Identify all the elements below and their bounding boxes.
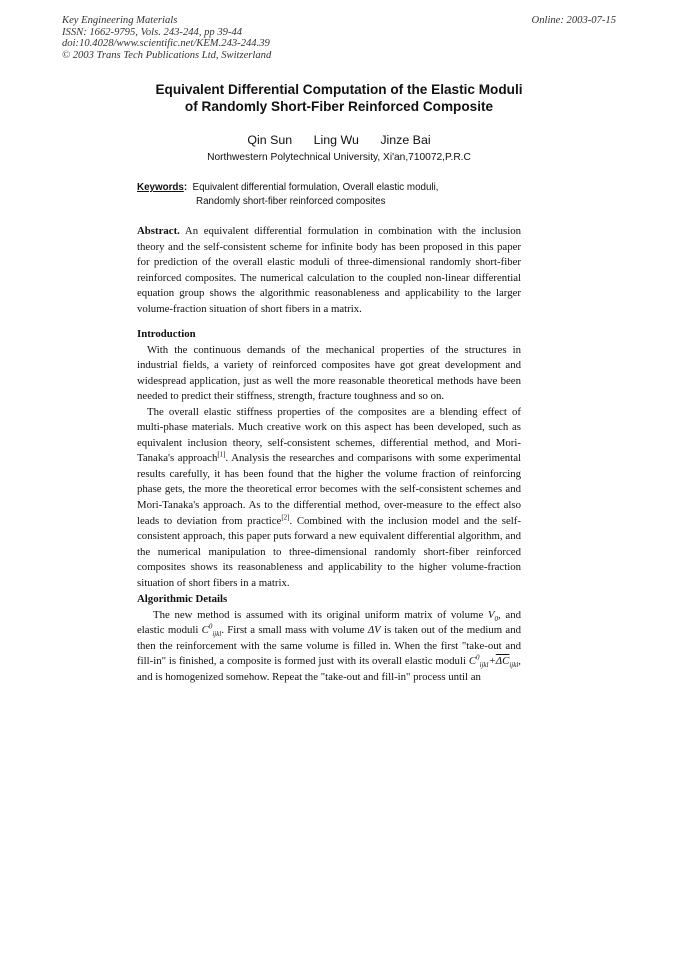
doi-line: doi:10.4028/www.scientific.net/KEM.243-244.39: [62, 38, 270, 50]
keywords-block: [137, 181, 439, 209]
volume-symbol: $V_0$: [487, 608, 499, 623]
abstract-label: Abstract.: [137, 225, 180, 237]
algorithmic-heading: Algorithmic Details: [137, 593, 228, 605]
author-name: Jinze Bai: [380, 133, 431, 147]
introduction-paragraph-2: The overall elastic stiffness properties of the composites are a blending effect of multi-phase materials. Much creative work on this aspect has been developed, such as equivalent inclusion theory, self-consistent schemes, differential method, and Mori-Tanaka's approach[1]. Analysis the researches and comparisons with some experimental results carefully, it has been found that the higher the volume fraction of reinforcing phase gets, the more the theoretical error becomes with the self-consistent schemes and Mori-Tanaka's approach. As to the differential method, over-measure to the effect also leads to deviation from practice[2]. Combined with the inclusion model and the self-consistent approach, this paper puts forward a new equivalent differential algorithm, and the numerical manipulation to three-dimensional randomly short-fiber reinforced composites shows its reasonableness and applicability to the higher volume-fraction situation of short fibers in a matrix.: [137, 405, 521, 589]
algorithmic-section: [137, 592, 521, 685]
abstract-section: [137, 224, 521, 317]
journal-name: Key Engineering Materials: [62, 15, 178, 26]
citation-2: [2]: [281, 512, 290, 521]
moduli-symbol: $C^0_{ijkl}$: [201, 622, 222, 639]
author-name: Qin Sun: [247, 133, 293, 147]
title-line-1: Equivalent Differential Computation of the Elastic Moduli: [155, 82, 523, 97]
copyright-line: © 2003 Trans Tech Publications Ltd, Switzerland: [62, 49, 272, 61]
keywords-label: Keywords: [137, 182, 184, 193]
online-date: Online: 2003-07-15: [531, 15, 616, 26]
introduction-paragraph-1: With the continuous demands of the mechanical properties of the structures in industrial fields, a variety of reinforced composites have got great development and widespread application, just as well the more reasonable theoretical methods have been needed to predict their stiffness, strength, fracture toughness and so on.: [137, 343, 521, 403]
affiliation: Northwestern Polytechnical University, Xi'an,710072,P.R.C: [207, 152, 471, 163]
paper-title: [60, 81, 618, 115]
abstract-text: An equivalent differential formulation in combination with the inclusion theory and the self-consistent scheme for infinite body has been proposed in this paper for prediction of the overall elastic moduli of three-dimensional randomly short-fiber reinforced composites. The numerical calculation to the coupled non-linear differential equation group shows the algorithmic reasonableness and applicability to the larger volume-fraction situation of short fibers in a matrix.: [137, 225, 521, 315]
algorithmic-paragraph: The new method is assumed with its original uniform matrix of volume $V_0$, and elastic moduli $C^0_{ijkl}$. First a small mass with volume ΔV is taken out of the medium and then the reinforcement with the same volume is filled in. When the first "take-out and fill-in" is finished, a composite is formed just with its overall elastic moduli $C^0_{ijkl}+\overline{\Delta C}_{ijkl}$, and is homogenized somehow. Repeat the "take-out and fill-in" process until an: [137, 608, 521, 683]
title-line-2: of Randomly Short-Fiber Reinforced Composite: [184, 99, 494, 114]
introduction-section: [137, 327, 521, 591]
moduli-sum-formula: $C^0_{ijkl}+\overline{\Delta C}_{ijkl}$: [468, 653, 519, 670]
delta-volume-symbol: ΔV: [367, 624, 381, 637]
keywords-line-1: Equivalent differential formulation, Overall elastic moduli,: [192, 182, 439, 193]
author-name: Ling Wu: [313, 133, 359, 147]
journal-header: [62, 15, 271, 61]
keywords-line-2: Randomly short-fiber reinforced composites: [196, 196, 386, 207]
introduction-heading: Introduction: [137, 328, 196, 340]
keywords-colon: :: [183, 182, 188, 193]
citation-1: [1]: [217, 450, 226, 459]
author-list: [60, 133, 618, 147]
issn-line: ISSN: 1662-9795, Vols. 243-244, pp 39-44: [62, 26, 243, 38]
